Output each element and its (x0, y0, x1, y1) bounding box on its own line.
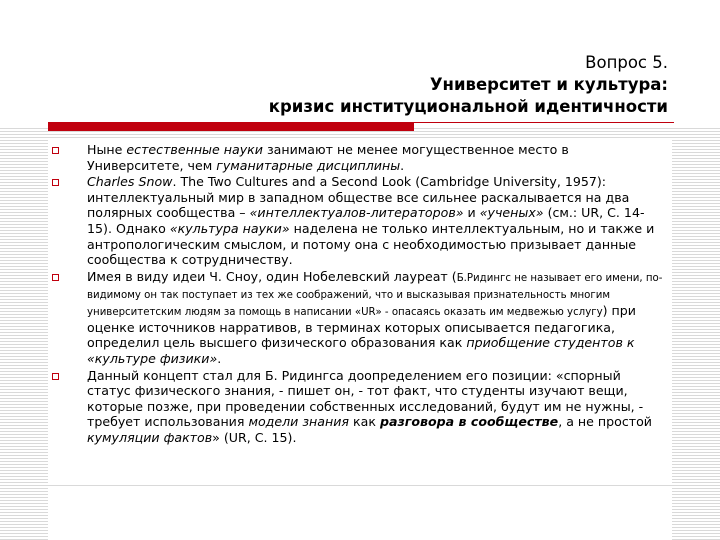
slide-title (68, 52, 668, 118)
title-line-1: Университет и культура: (429, 75, 668, 94)
accent-rule (414, 122, 674, 123)
square-bullet-icon (52, 147, 59, 154)
footer-panel (48, 486, 672, 540)
bullet-list (52, 142, 666, 447)
bullet-item-3: Имея в виду идеи Ч. Сноу, один Нобелевский лауреат (Б.Ридингс не называет его имени, по-видимому он так поступает из тех же соображений, что и высказывая признательность многим университетским людям за помощь в написании «UR» - опасаясь оказать им медвежью услугу) при оценке источников нарративов, в терминах которых описывается педагогика, определил цель высшего физического образования как приобщение студентов к «культуре физики». (52, 269, 666, 367)
square-bullet-icon (52, 179, 59, 186)
square-bullet-icon (52, 274, 59, 281)
accent-bar (48, 122, 414, 131)
question-number: Вопрос 5. (585, 53, 668, 72)
bullet-item-4: Данный концепт стал для Б. Ридингса доопределением его позиции: «спорный статус физического знания, - пишет он, - тот факт, что студенты изучают вещи, которые позже, при проведении собственных исследований, будут им не нужны, - требует использования модели знания как разговора в сообществе, а не простой кумуляции фактов» (UR, C. 15). (52, 368, 666, 446)
bullet-item-1: Ныне естественные науки занимают не менее могущественное место в Университете, чем гуманитарные дисциплины. (52, 142, 666, 173)
title-line-2: кризис институциональной идентичности (268, 97, 668, 116)
square-bullet-icon (52, 373, 59, 380)
bullet-item-2: Charles Snow. The Two Cultures and a Second Look (Cambridge University, 1957): интеллектуальный мир в западном обществе все сильнее раскалывается на два полярных сообщества – «интеллектуалов-литераторов» и «ученых» (см.: UR, C. 14-15). Однако «культура науки» наделена не только интеллектуальным, но и также и антропологическим смыслом, и потому она с необходимостью призывает данные сообщества к сотрудничеству. (52, 174, 666, 268)
